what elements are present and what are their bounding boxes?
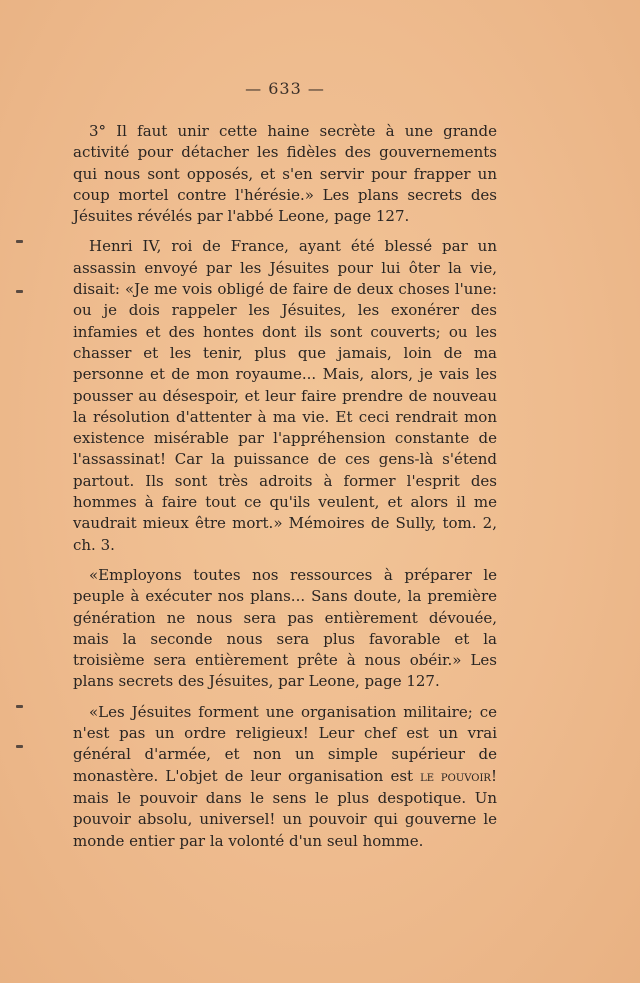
body-text [73,121,497,861]
paragraph-text: ! mais le pouvoir dans le sens le plus despotique. Un pouvoir absolu, universel! un pouvoir qui gouverne le monde entier par la volonté d'un seul homme. [73,766,497,850]
paragraph: Henri IV, roi de France, ayant été blessé par un assassin envoyé par les Jésuites pour lui ôter la vie, disait: «Je me vois obligé de faire de deux choses l'une: ou je dois rappeler les Jésuites, les exonérer des infamies et des hontes dont ils sont couverts; ou les chasser et les tenir, plus que jamais, loin de ma personne et de mon royaume... Mais, alors, je vais les pousser au désespoir, et leur faire prendre de nouveau la résolution d'attenter à ma vie. Et ceci rendrait mon existence misérable par l'appréhension constante de l'assassinat! Car la puissance de ces gens-là s'étend partout. Ils sont très adroits à former l'esprit des hommes à faire tout ce qu'ils veulent, et alors il me vaudrait mieux être mort.» Mémoires de Sully, tom. 2, ch. 3. [73,237,497,554]
margin-mark [16,705,23,708]
margin-mark [16,240,23,243]
margin-mark [16,290,23,293]
paragraph [73,702,497,852]
paragraph-text: «Les Jésuites forment une organisation militaire; ce n'est pas un ordre religieux! Leur chef est un vrai général d'armée, et non un simple supérieur de monastère. L'objet de leur organisation est [73,702,497,785]
margin-mark [16,745,23,748]
paragraph: 3° Il faut unir cette haine secrète à une grande activité pour détacher les fidèles des gouvernements qui nous sont opposés, et s'en servir pour frapper un coup mortel contre l'hérésie.» Les plans secrets des Jésuites révélés par l'abbé Leone, page 127. [73,122,497,226]
smallcaps-text: le pouvoir [420,768,491,785]
page-number: — 633 — [245,79,325,98]
paragraph: «Employons toutes nos ressources à préparer le peuple à exécuter nos plans... Sans doute, la première génération ne nous sera pas entièrement dévouée, mais la seconde nous sera plus favorable et la troisième sera entièrement prête à nous obéir.» Les plans secrets des Jésuites, par Leone, page 127. [73,565,497,691]
